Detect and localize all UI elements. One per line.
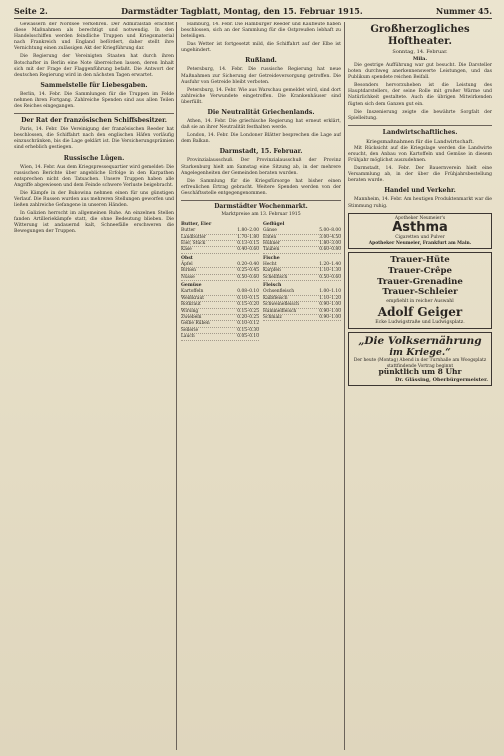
market-item-price: 0.10–0.12: [237, 321, 259, 327]
market-item-name: Eier, Stück: [181, 241, 206, 247]
market-item-name: Weißkraut: [181, 295, 205, 301]
ad-title-2: im Kriege.“: [389, 346, 451, 358]
market-item-price: 5.00–8.00: [319, 228, 341, 234]
market-item-name: Tauben: [263, 247, 280, 253]
article-paragraph: Die Regierung der Vereinigten Staaten hat durch ihren Botschafter in Berlin eine Note überreichen lassen, deren Inhalt sich mit der Frage der Flaggenführung befaßt. Die Antwort der deutschen Regierung wird in den nächsten Tagen erwartet.: [14, 54, 174, 78]
market-item-name: Zwiebeln: [181, 314, 202, 320]
ad-address: Ecke Ludwigstraße und Ludwigsplatz.: [375, 319, 465, 325]
market-item-name: Hecht: [263, 261, 277, 267]
market-column-right: [263, 220, 341, 340]
article-paragraph: Wien, 14. Febr. Aus dem Kriegspressequartier wird gemeldet: Die russischen Berichte über angebliche Erfolge in den Karpathen entsprechen nicht den Tatsachen. Unsere Truppen haben alle Angriffe abgewiesen und dem Feinde schwere Verluste beigebracht.: [14, 164, 174, 188]
market-item-price: 3.00–4.50: [319, 234, 341, 240]
divider: [14, 113, 174, 114]
market-title: Darmstädter Wochenmarkt.: [214, 202, 308, 210]
market-item-price: 0.15–0.30: [237, 327, 259, 333]
column-3: [348, 22, 492, 750]
market-item-price: 0.08–0.10: [237, 289, 259, 295]
article-paragraph: Hamburg, 14. Febr. Die Hamburger Reeder und Kaufleute haben beschlossen, sich an der Sammlung für die Ostpreußen lebhaft zu beteiligen.: [181, 22, 341, 40]
market-category: Fleisch: [263, 283, 282, 289]
market-item-name: Birnen: [181, 268, 196, 274]
theater-play: Mila.: [412, 56, 428, 62]
market-item-name: Karpfen: [263, 268, 281, 274]
article-paragraph: Gewässern der Nordsee verkehren. Der Admiralstab erachtet diese Maßnahmen als berechtigt und notwendig. In den Handelsschiffen werden feindliche Truppen und Kriegsmaterial nach Frankreich und England befördert, daher stellt ihre Vernichtung einen zulässigen Akt der Kriegführung dar.: [14, 22, 174, 52]
market-subtitle: Marktpreise am 13. Februar 1915: [221, 212, 301, 218]
article-paragraph: Paris, 14. Febr. Die Vereinigung der französischen Reeder hat beschlossen, die Schiffahrt nach den englischen Häfen vorläufig einzuschränken, bis die Lage geklärt ist. Die Versicherungsprämien sind erheblich gestiegen.: [14, 127, 174, 151]
ad-title: „Die Volksernährung: [358, 334, 482, 347]
ad-merchant-name: Adolf Geiger: [377, 304, 463, 319]
ad-line: Trauer-Grenadine: [377, 276, 463, 287]
column-2: [181, 22, 341, 750]
ad-line: Trauer-Schleier: [382, 287, 458, 298]
market-item-name: Ochsenfleisch: [263, 289, 295, 295]
ad-line: Trauer-Crêpe: [388, 265, 452, 276]
article-heading: Darmstadt, 15. Februar.: [219, 148, 303, 156]
market-item-name: Landbutter: [181, 234, 207, 240]
market-item-price: 0.90–1.00: [319, 308, 341, 314]
ad-signature: Dr. Glässing, Oberbürgermeister.: [395, 377, 488, 384]
market-item-name: Nüsse: [181, 274, 195, 280]
market-item-price: 1.70–1.80: [237, 234, 259, 240]
market-item-price: 0.50–0.60: [319, 274, 341, 280]
market-item-price: 1.80–2.00: [237, 228, 259, 234]
market-item-name: Rotkraut: [181, 302, 201, 308]
article-paragraph: Darmstadt, 14. Febr. Der Bauernverein hielt eine Versammlung ab, in der über die Frühjahrsbestellung beraten wurde.: [348, 166, 492, 184]
article-heading: Rußland.: [245, 57, 277, 65]
market-row: [181, 334, 259, 340]
mourning-wear-advertisement: [348, 252, 492, 329]
market-item-price: 0.20–0.25: [237, 314, 259, 320]
market-item-name: Schellfisch: [263, 274, 288, 280]
article-paragraph: Die Kämpfe in der Bukowina nehmen einen für uns günstigen Verlauf. Die Russen wurden aus mehreren Stellungen geworfen und ließen zahlreiche Gefangene in unseren Händen.: [14, 190, 174, 209]
market-item-price: 1.10–1.30: [319, 268, 341, 274]
market-item-price: 0.15–0.25: [237, 308, 259, 314]
market-item-price: 0.05–0.10: [237, 334, 259, 340]
theater-title: Großherzogliches Hoftheater.: [370, 24, 470, 47]
market-row: [181, 247, 259, 253]
theater-date: Sonntag, 14. Februar.: [392, 49, 448, 55]
article-paragraph: Die Sammlung für die Kriegsfürsorge hat bisher einen erfreulichen Ertrag gebracht. Weitere Spenden werden von der Geschäftsstelle entgegengenommen.: [181, 178, 341, 196]
article-heading: Handel und Verkehr.: [384, 187, 456, 195]
ad-top-line: Apotheker Neumeier's: [394, 215, 446, 221]
market-item-name: Gänse: [263, 228, 277, 234]
market-row: [181, 275, 259, 281]
market-row: [263, 275, 341, 281]
article-paragraph: Die Inszenierung zeigte die bewährte Sorgfalt der Spielleitung.: [348, 109, 492, 121]
asthma-advertisement: [348, 213, 492, 250]
article-subheading: Kriegsmaßnahmen für die Landwirtschaft.: [366, 138, 474, 145]
article-paragraph: Petersburg, 14. Febr. Wie aus Warschau gemeldet wird, sind dort zahlreiche Verwundete eingetroffen. Die Krankenhäuser sind überfüllt.: [181, 87, 341, 105]
page-number: Seite 2.: [14, 6, 48, 16]
market-item-price: 0.90–1.00: [319, 314, 341, 320]
market-item-name: Gelbe Rüben: [181, 321, 210, 327]
market-category: Fische: [263, 255, 280, 261]
ad-footer: Apotheker Neumeier, Frankfurt am Main.: [368, 240, 472, 246]
newspaper-title: Darmstädter Tagblatt, Montag, den 15. Februar 1915.: [121, 6, 363, 16]
market-item-name: Sellerie: [181, 327, 199, 333]
market-item-price: 1.00–1.10: [319, 289, 341, 295]
ad-subtitle: Cigaretten und Pulver: [395, 235, 445, 241]
market-item-price: 0.15–0.20: [237, 302, 259, 308]
market-item-name: Hammelfleisch: [263, 308, 297, 314]
article-paragraph: Die gestrige Aufführung war gut besucht. Die Darsteller boten durchweg anerkennenswerte Leistungen, und das Publikum spendete reichen Beifall.: [348, 63, 492, 81]
column-divider: [176, 22, 177, 750]
market-item-name: Kalbfleisch: [263, 295, 288, 301]
article-paragraph: In Galizien herrscht im allgemeinen Ruhe. An einzelnen Stellen fanden Artilleriekämpfe statt, die ohne Bedeutung blieben. Die Witterung ist andauernd kalt, Schneefälle erschweren die Bewegungen der Truppen.: [14, 211, 174, 235]
ad-line: Trauer-Hüte: [390, 255, 450, 266]
market-item-name: Hühner: [263, 241, 281, 247]
market-item-name: Enten: [263, 234, 277, 240]
page-header: [14, 4, 492, 19]
market-category: Butter, Eier: [181, 222, 212, 228]
column-divider: [344, 22, 345, 750]
article-paragraph: London, 14. Febr. Die Londoner Blätter besprechen die Lage auf dem Balkan.: [181, 133, 341, 145]
ad-time: pünktlich um 8 Uhr: [378, 367, 462, 377]
article-heading: Russische Lügen.: [63, 154, 125, 162]
market-item-price: 0.10–0.15: [237, 295, 259, 301]
lecture-advertisement: [348, 332, 492, 386]
market-item-price: 0.25–0.45: [237, 268, 259, 274]
market-item-price: 1.20–1.40: [319, 261, 341, 267]
ad-title: Asthma: [392, 220, 448, 236]
market-category: Geflügel: [263, 222, 285, 228]
market-item-name: Käse: [181, 247, 192, 253]
market-item-price: 0.40–0.60: [237, 247, 259, 253]
market-item-price: 0.13–0.15: [237, 241, 259, 247]
article-paragraph: Mit Rücksicht auf die Kriegslage werden die Landwirte ersucht, den Anbau von Kartoffeln und Gemüse in diesem Frühjahr möglichst auszudehnen.: [348, 145, 492, 164]
market-item-price: 0.20–0.40: [237, 261, 259, 267]
market-item-name: Lauch: [181, 334, 195, 340]
market-item-name: Schmalz: [263, 314, 282, 320]
market-item-price: 0.50–0.60: [237, 274, 259, 280]
article-heading: Landwirtschaftliches.: [382, 128, 458, 136]
column-1: [14, 22, 174, 750]
market-item-price: 0.60–0.80: [319, 247, 341, 253]
article-paragraph: Berlin, 14. Febr. Die Sammlungen für die Truppen im Felde nehmen ihren Fortgang. Zahlreiche Spenden sind aus allen Teilen des Reiches eingegangen.: [14, 91, 174, 110]
market-row: [263, 247, 341, 253]
divider: [348, 125, 492, 126]
article-paragraph: Mannheim, 14. Febr. Am heutigen Produktenmarkt war die Stimmung ruhig.: [348, 197, 492, 209]
market-row: [263, 315, 341, 321]
market-item-name: Äpfel: [181, 261, 193, 267]
article-heading: Sammelstelle für Liebesgaben.: [40, 81, 148, 89]
market-item-price: 1.10–1.20: [319, 295, 341, 301]
article-paragraph: Athen, 14. Febr. Die griechische Regierung hat erneut erklärt, daß sie an ihrer Neutralität festhalten werde.: [181, 119, 341, 131]
market-item-name: Kartoffeln: [181, 289, 204, 295]
market-item-name: Wirsing: [181, 308, 199, 314]
article-paragraph: Das Wetter ist fortgesetzt mild, die Schiffahrt auf der Elbe ist ungehindert.: [181, 42, 341, 54]
market-item-name: Schweinefleisch: [263, 302, 299, 308]
issue-number: Nummer 45.: [435, 6, 492, 16]
market-category: Gemüse: [181, 283, 202, 289]
market-column-left: [181, 220, 259, 340]
market-item-name: Butter: [181, 228, 196, 234]
market-item-price: 1.80–3.00: [319, 241, 341, 247]
market-item-price: 0.90–1.00: [319, 302, 341, 308]
article-paragraph: Provinzialausschuß. Der Provinzialausschuß der Provinz Starkenburg hielt am Samstag eine Sitzung ab, in der mehrere Angelegenheiten der Gemeinden beraten wurden.: [181, 158, 341, 176]
article-paragraph: Besonders hervorzuheben ist die Leistung des Hauptdarstellers, der seine Rolle mit großer Wärme und Natürlichkeit gestaltete. Auch die übrigen Mitwirkenden fügten sich dem Ganzen gut ein.: [348, 83, 492, 107]
article-heading: Die Neutralität Griechenlands.: [207, 109, 315, 117]
divider: [181, 200, 341, 201]
ad-body: Der heute (Montag) Abend in der Turnhalle am Woogsplatz stattfindende Vortrag beginnt: [353, 357, 487, 369]
article-heading: Der Rat der französischen Schiffsbesitzer.: [21, 117, 167, 125]
article-paragraph: Petersburg, 14. Febr. Die russische Regierung hat neue Maßnahmen zur Sicherung der Getreideversorgung getroffen. Die Ausfuhr von Getreide bleibt verboten.: [181, 67, 341, 85]
market-category: Obst: [181, 255, 193, 261]
market-table: [181, 220, 341, 340]
ad-pretext: empfiehlt in reicher Auswahl: [386, 298, 454, 304]
